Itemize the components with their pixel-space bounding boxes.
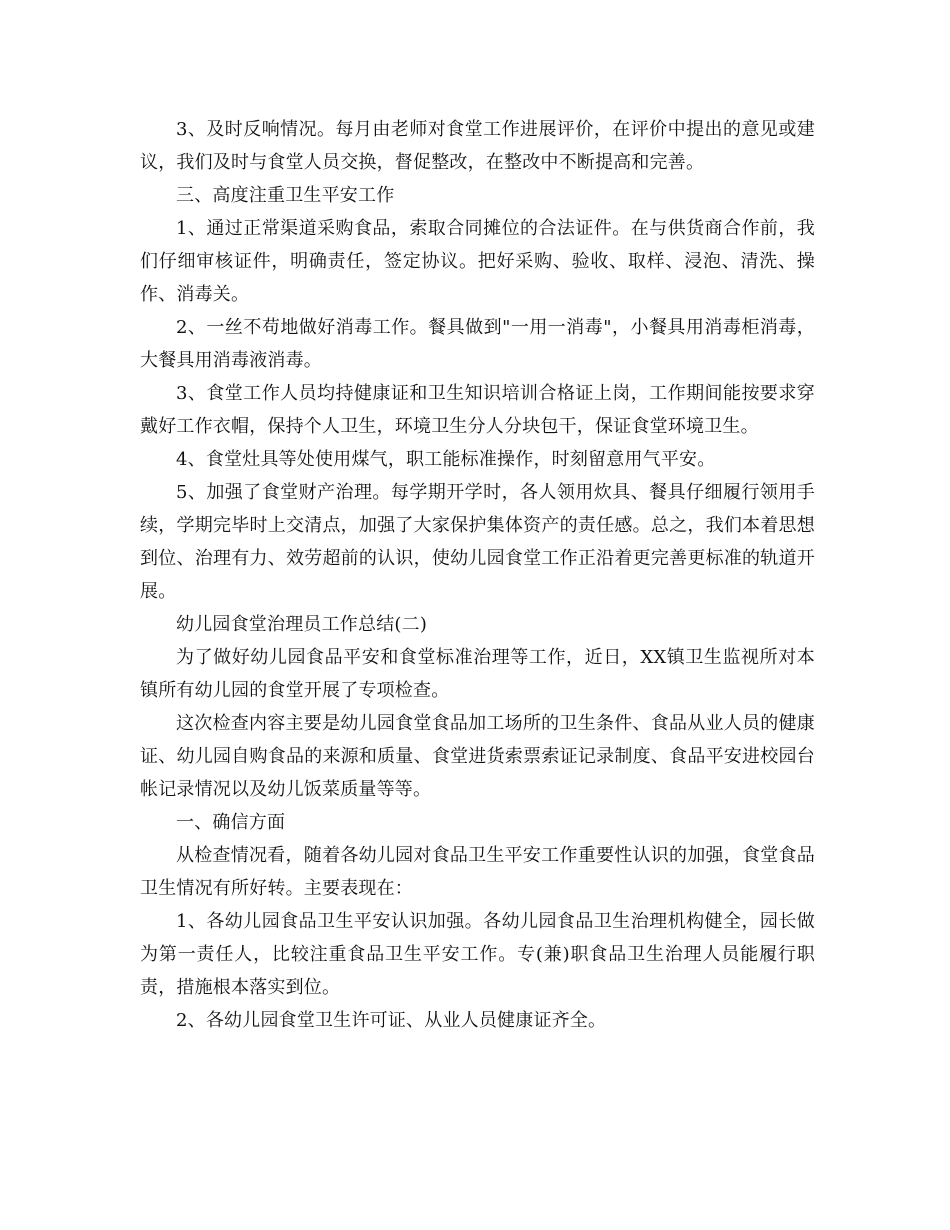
paragraph-6: 4、食堂灶具等处使用煤气，职工能标准操作，时刻留意用气平安。 xyxy=(176,449,716,470)
paragraph-7: 5、加强了食堂财产治理。每学期开学时，各人领用炊具、餐具仔细履行领用手续，学期完毕时上交清点，加强了大家保护集体资产的责任感。总之，我们本着思想到位、治理有力、效劳超前的认识，使幼儿园食堂工作正沿着更完善更标准的轨道开展。 xyxy=(140,482,815,602)
paragraph-9: 为了做好幼儿园食品平安和食堂标准治理等工作，近日，XX镇卫生监视所对本镇所有幼儿园的食堂开展了专项检查。 xyxy=(140,647,815,701)
paragraph-3: 1、通过正常渠道采购食品，索取合同摊位的合法证件。在与供货商合作前，我们仔细审核证件，明确责任，签定协议。把好采购、验收、取样、浸泡、清洗、操作、消毒关。 xyxy=(140,218,815,305)
document-body xyxy=(140,113,815,1037)
section-heading-hygiene-safety: 三、高度注重卫生平安工作 xyxy=(176,185,395,206)
paragraph-5: 3、食堂工作人员均持健康证和卫生知识培训合格证上岗，工作期间能按要求穿戴好工作衣帽，保持个人卫生，环境卫生分人分块包干，保证食堂环境卫生。 xyxy=(140,383,815,437)
paragraph-12: 从检查情况看，随着各幼儿园对食品卫生平安工作重要性认识的加强，食堂食品卫生情况有所好转。主要表现在： xyxy=(140,845,815,899)
paragraph-10: 这次检查内容主要是幼儿园食堂食品加工场所的卫生条件、食品从业人员的健康证、幼儿园自购食品的来源和质量、食堂进货索票索证记录制度、食品平安进校园台帐记录情况以及幼儿饭菜质量等等。 xyxy=(140,713,815,800)
paragraph-4: 2、一丝不苟地做好消毒工作。餐具做到"一用一消毒"，小餐具用消毒柜消毒，大餐具用消毒液消毒。 xyxy=(140,317,815,371)
paragraph-14: 2、各幼儿园食堂卫生许可证、从业人员健康证齐全。 xyxy=(176,1010,607,1031)
document-subtitle: 幼儿园食堂治理员工作总结(二) xyxy=(176,614,428,635)
paragraph-13: 1、各幼儿园食品卫生平安认识加强。各幼儿园食品卫生治理机构健全，园长做为第一责任人，比较注重食品卫生平安工作。专(兼)职食品卫生治理人员能履行职责，措施根本落实到位。 xyxy=(140,911,815,998)
paragraph-1: 3、及时反响情况。每月由老师对食堂工作进展评价，在评价中提出的意见或建议，我们及时与食堂人员交换，督促整改，在整改中不断提高和完善。 xyxy=(140,119,815,173)
section-heading-positive: 一、确信方面 xyxy=(176,812,286,833)
